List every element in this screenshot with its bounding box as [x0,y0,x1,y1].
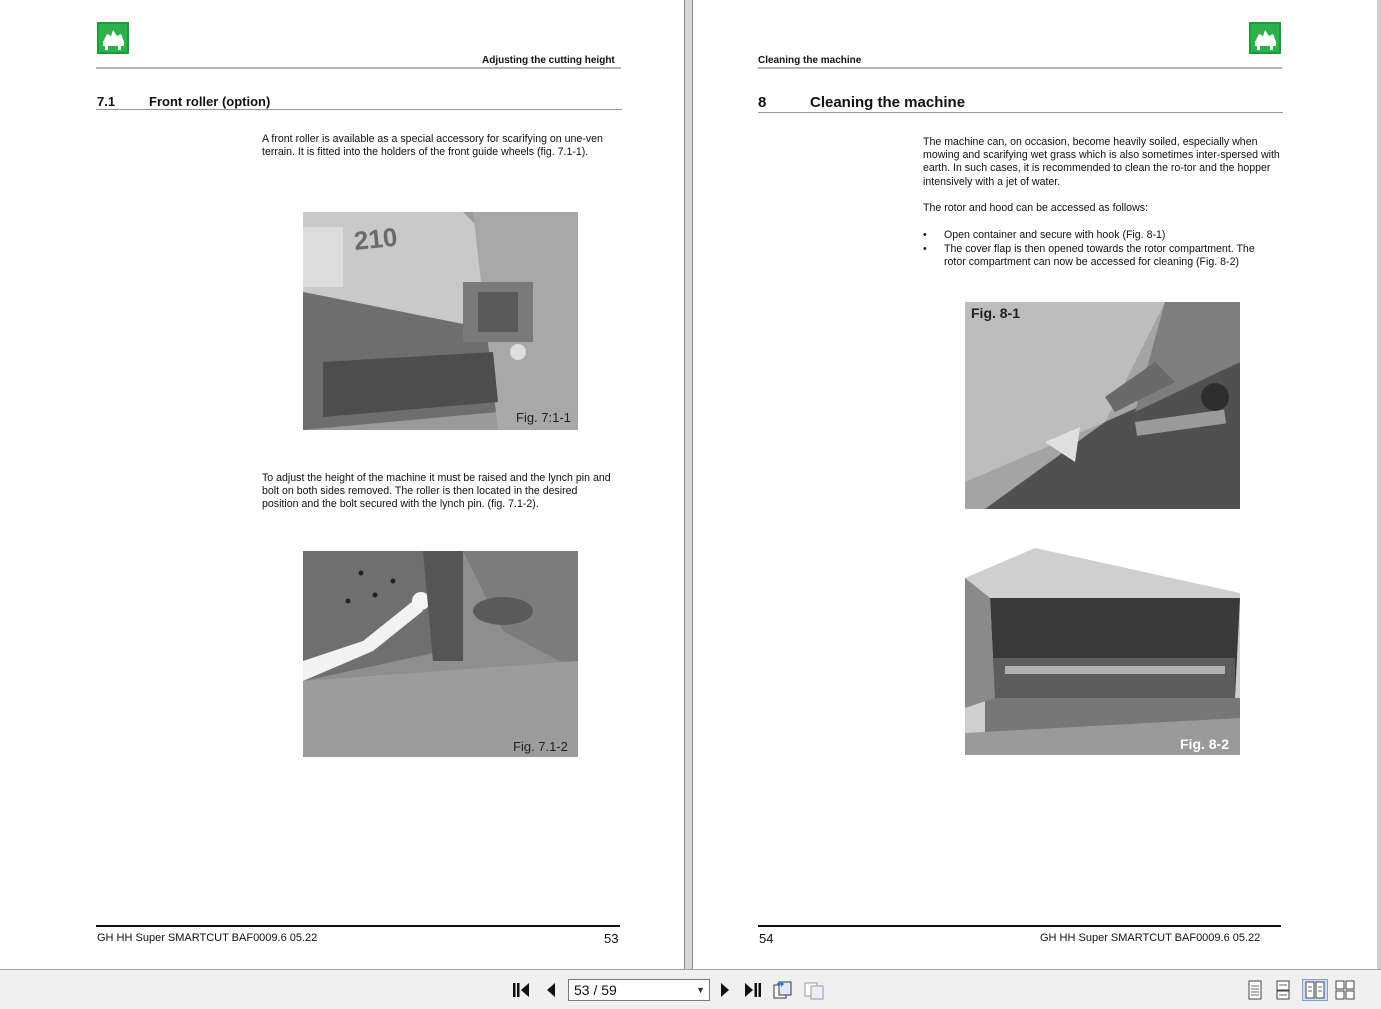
figure-label: Fig. 7:1-1 [516,410,571,425]
figure-7-1-1-photo [303,212,578,430]
page-number: 53 [604,931,619,946]
next-page-icon [718,981,732,999]
page-number-selector[interactable] [568,979,710,1001]
continuous-view-button[interactable] [1272,979,1294,1001]
logo-icon [1249,22,1281,54]
paragraph-1: The machine can, on occasion, become heavily soiled, especially when mowing and scarifying wet grass which is also sometimes inter-spersed with earth. In such cases, it is recommended to clean the ro-tor and the hopper intensively with a jet of water. [923,136,1280,188]
figure-7-1-1 [303,212,578,430]
paragraph-2: The rotor and hood can be accessed as follows: [923,202,1148,214]
footer-rule [758,925,1281,927]
copy-page-icon [772,980,794,1000]
paragraph-2: To adjust the height of the machine it must be raised and the lynch pin and bolt on both sides removed. The roller is then located in the desired position and the bolt secured with the lynch pin. (fig. 7.1-2). [262,472,611,511]
section-title: Cleaning the machine [810,94,966,111]
footer-text: GH HH Super SMARTCUT BAF0009.6 05.22 [1040,932,1261,944]
last-page-icon [743,981,763,999]
figure-8-1 [965,302,1240,509]
page-number: 54 [759,931,774,946]
two-page-continuous-view-button[interactable] [1334,979,1356,1001]
footer-rule [96,925,620,927]
list-item: • The cover flap is then opened towards the rotor compartment. The rotor compartment can now be accessed for cleaning (Fig. 8-2) [923,242,1255,268]
first-page-icon [511,981,531,999]
figure-8-1-photo [965,302,1240,509]
section-number: 8 [758,94,767,111]
continuous-view-icon [1275,980,1291,1000]
previous-page-button[interactable] [540,979,562,1001]
page-53 [0,0,684,969]
page-gutter [684,0,693,969]
navigation-toolbar [0,969,1381,1009]
copy-page-button[interactable] [772,979,794,1001]
last-page-button[interactable] [742,979,764,1001]
header-title: Cleaning the machine [758,55,862,66]
paste-page-icon [803,980,825,1000]
list-item: • Open container and secure with hook (Fig. 8-1) [923,229,1166,241]
bullet-list [923,229,1273,270]
single-page-icon [1247,980,1263,1000]
two-page-view-icon [1305,981,1325,999]
chevron-down-icon: ▼ [696,985,705,995]
section-rule [758,112,1283,113]
single-page-view-button[interactable] [1244,979,1266,1001]
previous-page-icon [544,981,558,999]
figure-label: Fig. 8-1 [971,305,1021,321]
first-page-button[interactable] [510,979,532,1001]
two-page-continuous-icon [1335,980,1355,1000]
header-rule [96,67,621,69]
footer-text: GH HH Super SMARTCUT BAF0009.6 05.22 [97,932,318,944]
figure-8-2 [965,548,1240,755]
figure-8-2-photo [965,548,1240,755]
page-54 [693,0,1377,969]
header-rule [758,67,1282,69]
figure-label: Fig. 7.1-2 [513,739,568,754]
section-rule [96,109,622,110]
paragraph-1: A front roller is available as a special accessory for scarifying on une-ven terrain. It is fitted into the holders of the front guide wheels (fig. 7.1-1). [262,133,603,159]
viewer-edge [1377,0,1381,969]
page-indicator: 53 / 59 [574,982,617,998]
two-page-view-button[interactable] [1302,979,1328,1001]
next-page-button[interactable] [714,979,736,1001]
section-number: 7.1 [97,94,116,109]
embossed-210: 210 [352,221,399,256]
figure-label: Fig. 8-2 [1180,736,1230,752]
figure-7-1-2-photo [303,551,578,757]
paste-page-button[interactable] [803,979,825,1001]
section-title: Front roller (option) [149,94,271,109]
header-title: Adjusting the cutting height [482,55,615,66]
figure-7-1-2 [303,551,578,757]
logo-icon [97,22,129,54]
